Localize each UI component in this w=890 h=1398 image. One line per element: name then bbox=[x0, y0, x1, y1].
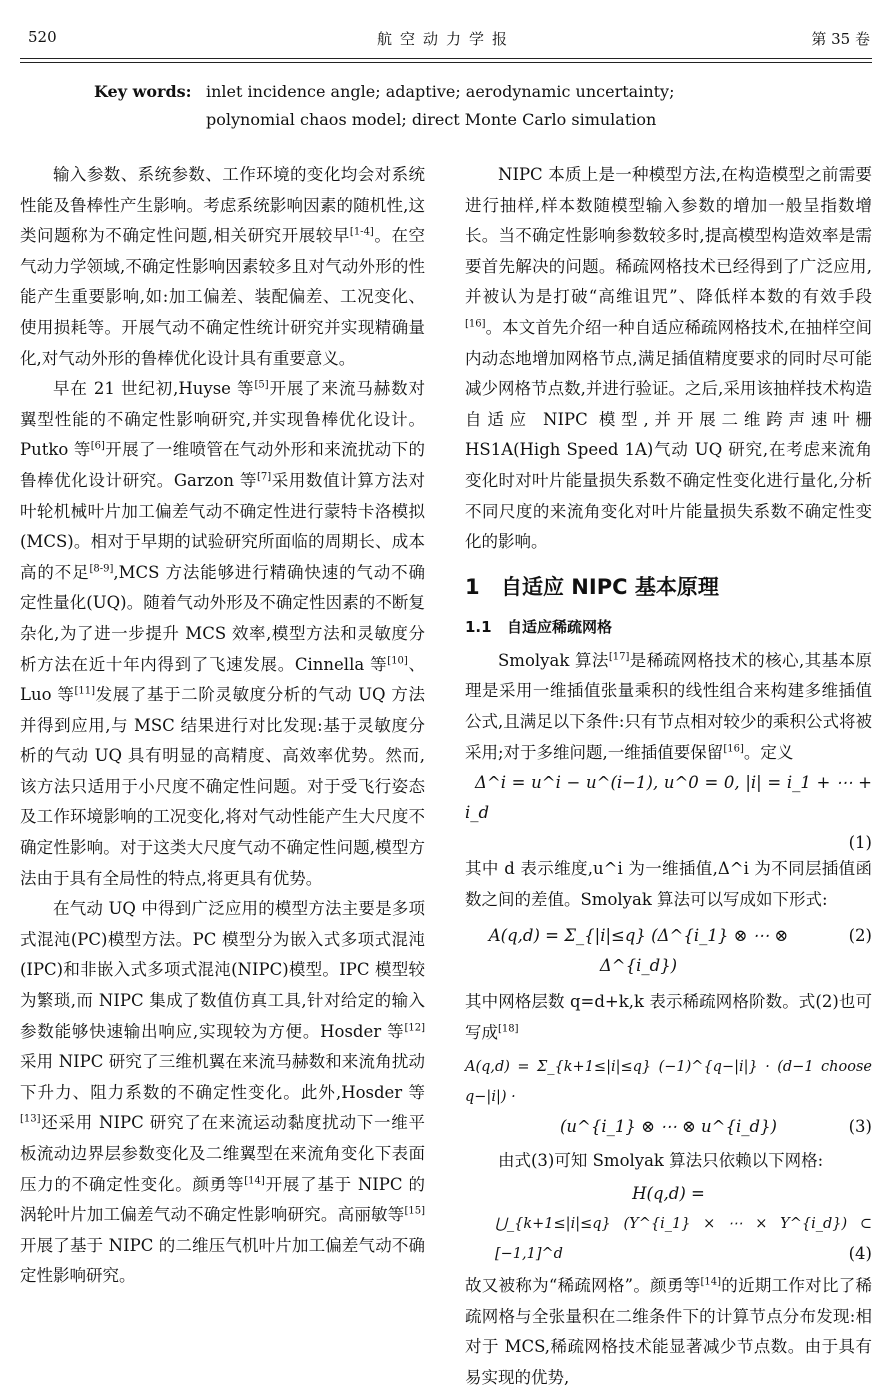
citation: [14] bbox=[700, 1276, 722, 1288]
header-rule-thin bbox=[20, 62, 872, 63]
journal-name: 航空动力学报 bbox=[376, 30, 515, 48]
paragraph: 早在 21 世纪初,Huyse 等[5]开展了来流马赫数对翼型性能的不确定性影响研究,并实现鲁棒优化设计。Putko 等[6]开展了一维喷管在气动外形和来流扰动下的鲁棒优化设计研究。Garzon 等[7]采用数值计算方法对叶轮机械叶片加工偏差气动不确定性进行蒙特卡洛模拟(MCS)。相对于早期的试验研究所面临的周期长、成本高的不足[8-9],MCS 方法能够进行精确快速的气动不确定性量化(UQ)。随着气动外形及不确定性因素的不断复杂化,为了进一步提升 MCS 效率,模型方法和灵敏度分析方法在近十年内得到了飞速发展。Cinnella 等[10]、Luo 等[11]发展了基于二阶灵敏度分析的气动 UQ 方法并得到应用,与 MSC 结果进行对比发现:基于灵敏度分析的气动 UQ 具有明显的高精度、高效率优势。然而,该方法只适用于小尺度不确定性问题。对于受飞行姿态及工作环境影响的工况变化,将对气动性能产生大尺度不确定性影响。对于这类大尺度气动不确定性问题,模型方法由于具有全局性的特点,将更具有优势。 bbox=[20, 379, 426, 888]
citation: [1-4] bbox=[349, 226, 374, 238]
paragraph: NIPC 本质上是一种模型方法,在构造模型之前需要进行抽样,样本数随模型输入参数的增加一般呈指数增长。当不确定性影响参数较多时,提高模型构造效率是需要首先解决的问题。稀疏网格技术已经得到了广泛应用,并被认为是打破“高维诅咒”、降低样本数的有效手段[16]。本文首先介绍一种自适应稀疏网格技术,在抽样空间内动态地增加网格节点,满足插值精度要求的同时尽可能减少网格节点数,并进行验证。之后,采用该抽样技术构造自适应 NIPC 模型,并开展二维跨声速叶栅 HS1A(High Speed 1A)气动 UQ 研究,在考虑来流角变化时对叶片能量损失系数不确定性变化进行量化,分析不同尺度的来流角变化对叶片能量损失系数不确定性变化的影响。 bbox=[465, 165, 872, 552]
citation: [16] bbox=[465, 318, 486, 330]
right-column bbox=[465, 160, 872, 1393]
citation: [10] bbox=[387, 655, 408, 666]
citation: [18] bbox=[498, 1023, 519, 1035]
keywords-label: Key words: bbox=[94, 82, 192, 101]
paragraph: Smolyak 算法[17]是稀疏网格技术的核心,其基本原理是采用一维插值张量乘积的线性组合来构建多维插值公式,且满足以下条件:只有节点相对较少的乘积公式将被采用;对于多维问题,一维插值要保留[16]。定义 bbox=[465, 650, 873, 762]
paragraph: 输入参数、系统参数、工作环境的变化均会对系统性能及鲁棒性产生影响。考虑系统影响因素的随机性,这类问题称为不确定性问题,相关研究开展较早[1-4]。在空气动力学领域,不确定性影响因素较多且对气动外形的性能产生重要影响,如:加工偏差、装配偏差、工况变化、使用损耗等。开展气动不确定性统计研究并实现精确量化,对气动外形的鲁棒优化设计具有重要意义。 bbox=[20, 165, 426, 368]
equation-2: A(q,d) = Σ_{|i|≤q} (Δ^{i_1} ⊗ ⋯ ⊗ Δ^{i_d}) (2) bbox=[488, 926, 872, 976]
citation: [16] bbox=[723, 743, 744, 754]
citation: [11] bbox=[74, 685, 96, 697]
paragraph: 故又被称为“稀疏网格”。颜勇等[14]的近期工作对比了稀疏网格与全张量积在二维条件下的计算节点分布发现:相对于 MCS,稀疏网格技术能显著减少节点数。由于具有易实现的优势, bbox=[465, 1276, 873, 1387]
equation-number: (1) bbox=[848, 833, 872, 853]
page-number: 520 bbox=[28, 28, 57, 46]
citation: [5] bbox=[254, 379, 269, 391]
subsection-heading: 1.1 自适应稀疏网格 bbox=[465, 617, 613, 636]
paragraph: 在气动 UQ 中得到广泛应用的模型方法主要是多项式混沌(PC)模型方法。PC 模型分为嵌入式多项式混沌(IPC)和非嵌入式多项式混沌(NIPC)模型。IPC 模型较为繁琐,而 NIPC 集成了数值仿真工具,针对给定的输入参数能够快速输出响应,实现较为方便。Hosder 等[12]采用 NIPC 研究了三维机翼在来流马赫数和来流角扰动下升力、阻力系数的不确定性变化。此外,Hosder 等[13]还采用 NIPC 研究了在来流运动黏度扰动下一维平板流动边界层参数变化及二维翼型在来流角变化下表面压力的不确定性变化。颜勇等[14]开展了基于 NIPC 的涡轮叶片加工偏差气动不确定性影响研究。高丽敏等[15]开展了基于 NIPC 的二维压气机叶片加工偏差气动不确定性影响研究。 bbox=[20, 899, 426, 1286]
header-rule-thick bbox=[20, 58, 872, 59]
section-heading: 1 自适应 NIPC 基本原理 bbox=[465, 574, 719, 599]
equation-4: H(q,d) = ⋃_{k+1≤|i|≤q} (Y^{i_1} × ⋯ × Y^{i_d}) ⊂ [−1,1]^d (4) bbox=[495, 1184, 872, 1264]
citation: [13] bbox=[20, 1113, 41, 1125]
citation: [8-9] bbox=[89, 563, 114, 575]
volume-label: 第 35 卷 bbox=[811, 30, 870, 48]
running-header bbox=[20, 28, 872, 52]
keywords-block bbox=[94, 78, 675, 129]
citation: [12] bbox=[404, 1022, 425, 1034]
keywords-line-2: polynomial chaos model; direct Monte Carlo simulation bbox=[206, 110, 657, 129]
equation-1: Δ^i = u^i − u^(i−1), u^0 = 0, |i| = i_1 + ⋯ + i_d bbox=[465, 773, 872, 823]
citation: [17] bbox=[608, 651, 630, 663]
paragraph: 其中网格层数 q=d+k,k 表示稀疏网格阶数。式(2)也可写成[18] bbox=[465, 992, 872, 1042]
paragraph: 其中 d 表示维度,u^i 为一维插值,Δ^i 为不同层插值函数之间的差值。Smolyak 算法可以写成如下形式: bbox=[465, 859, 872, 909]
equation-3: A(q,d) = Σ_{k+1≤|i|≤q} (−1)^{q−|i|} · (d−1 choose q−|i|) · (u^{i_1} ⊗ ⋯ ⊗ u^{i_d}) (3) bbox=[465, 1059, 872, 1137]
paragraph: 由式(3)可知 Smolyak 算法只依赖以下网格: bbox=[498, 1151, 824, 1171]
citation: [6] bbox=[90, 440, 105, 452]
citation: [7] bbox=[256, 471, 272, 483]
left-column bbox=[20, 160, 425, 1292]
citation: [14] bbox=[244, 1175, 265, 1187]
keywords-line-1: inlet incidence angle; adaptive; aerodynamic uncertainty; bbox=[206, 82, 675, 101]
citation: [15] bbox=[404, 1205, 425, 1217]
